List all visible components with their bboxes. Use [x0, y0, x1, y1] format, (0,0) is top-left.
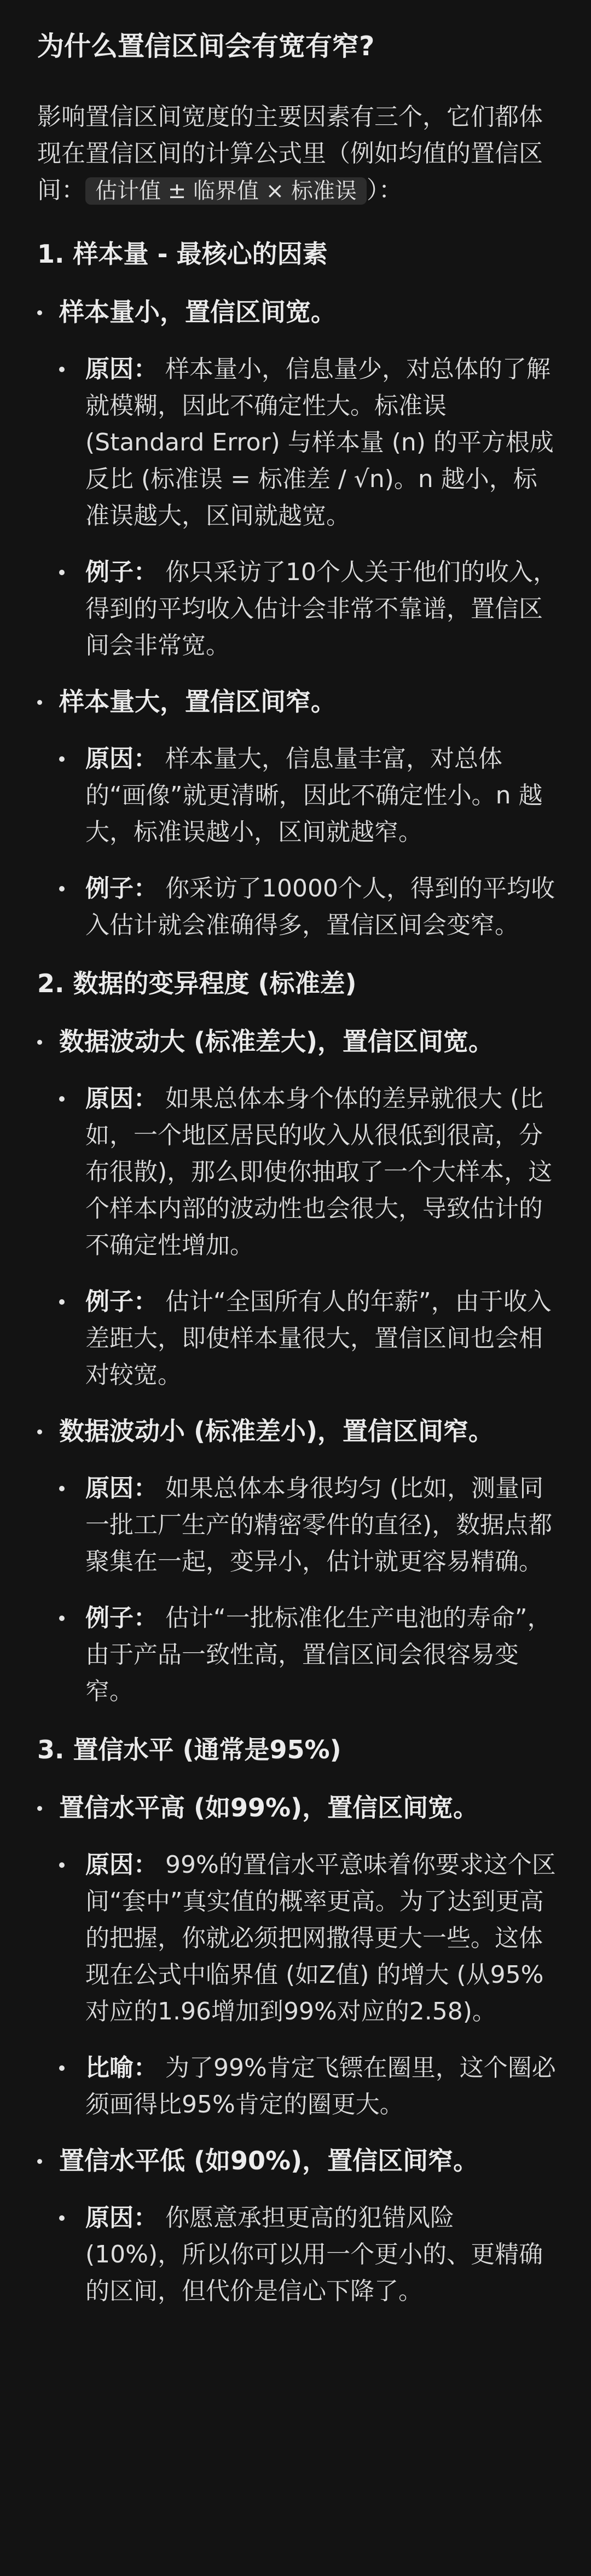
point-text: 如果总体本身很均匀 (比如，测量同一批工厂生产的精密零件的直径)，数据点都聚集在一起，变异小，估计就更容易精确。: [85, 1474, 553, 1576]
point-text: 你采访了10000个人，得到的平均收入估计就会准确得多，置信区间会变窄。: [85, 875, 555, 939]
point-text: 你愿意承担更高的犯错风险 (10%)，所以你可以用一个更小的、更精确的区间，但代价是信心下降了。: [85, 2204, 543, 2305]
sub-list-item: [59, 740, 557, 850]
sub-bullet-list: [59, 351, 557, 664]
sub-list-item: [59, 1283, 557, 1393]
bullet-list: [37, 1790, 557, 2309]
section: [37, 236, 557, 943]
section-heading: 1. 样本量 - 最核心的因素: [37, 239, 328, 269]
sub-list-item: [59, 2050, 557, 2123]
sub-list-item: [59, 1080, 557, 1264]
point-text: 你只采访了10个人关于他们的收入，得到的平均收入估计会非常不靠谱，置信区间会非常宽。: [85, 558, 557, 659]
intro-text: 影响置信区间宽度的主要因素有三个，它们都体现在置信区间的计算公式里（例如均值的置信区间：: [37, 103, 543, 204]
sub-list-item: [59, 1470, 557, 1580]
point-label: 例子：: [85, 558, 158, 586]
point-text: 估计“全国所有人的年薪”，由于收入差距大，即使样本量很大，置信区间也会相对较宽。: [85, 1288, 552, 1389]
sub-list-item: [59, 554, 557, 664]
list-item: [37, 2143, 557, 2309]
point-text: 为了99%肯定飞镖在圈里，这个圈必须画得比95%肯定的圈更大。: [85, 2054, 556, 2118]
list-item-title: 样本量大，置信区间窄。: [59, 687, 336, 716]
intro-suffix: ）：: [366, 176, 403, 204]
sub-list-item: [59, 351, 557, 534]
list-item: [37, 684, 557, 943]
point-label: 原因：: [85, 2204, 158, 2232]
point-text: 如果总体本身个体的差异就很大 (比如，一个地区居民的收入从很低到很高，分布很散)，那么即使你抽取了一个大样本，这个样本内部的波动性也会很大，导致估计的不确定性增加。: [85, 1085, 553, 1259]
list-item: [37, 1023, 557, 1393]
point-label: 原因：: [85, 1851, 158, 1879]
list-item: [37, 1413, 557, 1710]
list-item-title: 样本量小，置信区间宽。: [59, 297, 336, 327]
list-item-title: 数据波动小 (标准差小)，置信区间窄。: [59, 1416, 494, 1446]
point-label: 原因：: [85, 745, 158, 773]
section-heading: 3. 置信水平 (通常是95%): [37, 1735, 341, 1764]
sub-bullet-list: [59, 1080, 557, 1393]
point-label: 例子：: [85, 875, 158, 902]
page-title: 为什么置信区间会有宽有窄?: [37, 31, 375, 62]
list-item: [37, 294, 557, 664]
bullet-list: [37, 1023, 557, 1710]
point-label: 原因：: [85, 1474, 158, 1502]
sub-bullet-list: [59, 740, 557, 943]
list-item-title: 置信水平高 (如99%)，置信区间宽。: [59, 1793, 479, 1822]
formula-inline-code: 估计值 ± 临界值 × 标准误: [85, 177, 367, 205]
intro-paragraph: [37, 99, 557, 210]
sections: [37, 236, 557, 2309]
point-text: 估计“一批标准化生产电池的寿命”，由于产品一致性高，置信区间会很容易变窄。: [85, 1604, 552, 1705]
sub-list-item: [59, 2199, 557, 2309]
section-heading: 2. 数据的变异程度 (标准差): [37, 969, 357, 998]
point-text: 样本量大，信息量丰富，对总体的“画像”就更清晰，因此不确定性小。n 越大，标准误越小，区间就越窄。: [85, 745, 543, 846]
list-item: [37, 1790, 557, 2123]
sub-list-item: [59, 870, 557, 943]
list-item-title: 数据波动大 (标准差大)，置信区间宽。: [59, 1027, 494, 1056]
point-text: 样本量小，信息量少，对总体的了解就模糊，因此不确定性大。标准误 (Standard Error) 与样本量 (n) 的平方根成反比 (标准误 = 标准差 / √n)。n 越小，标准误越大，区间就越宽。: [85, 355, 554, 530]
point-label: 比喻：: [85, 2054, 158, 2082]
point-label: 例子：: [85, 1288, 158, 1316]
list-item-title: 置信水平低 (如90%)，置信区间窄。: [59, 2146, 479, 2175]
point-label: 例子：: [85, 1604, 158, 1632]
point-label: 原因：: [85, 355, 158, 383]
sub-bullet-list: [59, 2199, 557, 2309]
point-text: 99%的置信水平意味着你要求这个区间“套中”真实值的概率更高。为了达到更高的把握，你就必须把网撒得更大一些。这体现在公式中临界值 (如Z值) 的增大 (从95%对应的1.96增加到99%对应的2.58)。: [85, 1851, 556, 2025]
point-label: 原因：: [85, 1085, 158, 1113]
sub-bullet-list: [59, 1846, 557, 2123]
sub-list-item: [59, 1600, 557, 1710]
section: [37, 1732, 557, 2309]
section: [37, 965, 557, 1710]
sub-bullet-list: [59, 1470, 557, 1710]
sub-list-item: [59, 1846, 557, 2030]
bullet-list: [37, 294, 557, 943]
